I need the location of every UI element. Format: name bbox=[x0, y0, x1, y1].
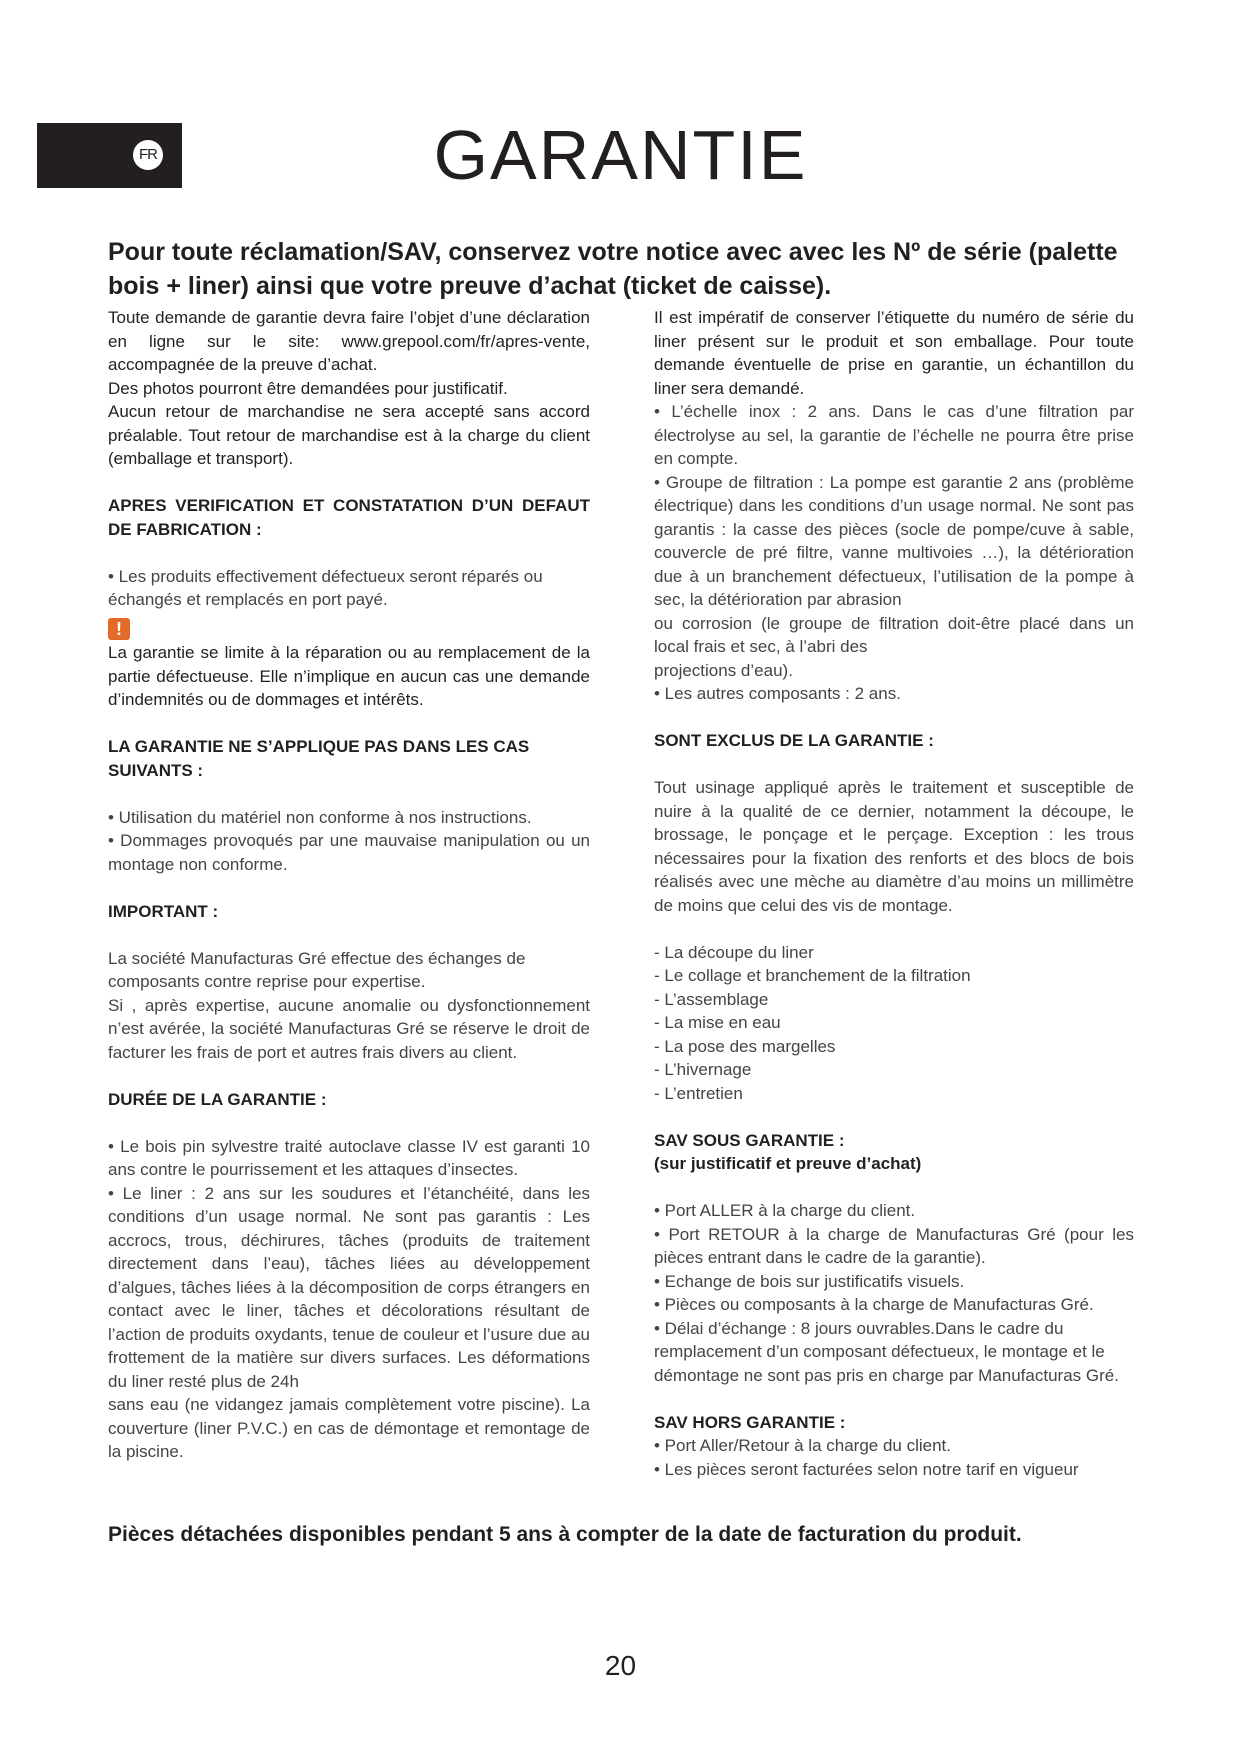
left-column bbox=[108, 306, 590, 1464]
language-badge: FR bbox=[133, 140, 163, 170]
important-paragraph-2: Si , après expertise, aucune anomalie ou dysfonctionnement n’est avérée, la société Manufacturas Gré se réserve le droit de facturer les frais de port et autres frais divers au client. bbox=[108, 995, 590, 1062]
sav-under-warranty-heading: SAV SOUS GARANTIE : bbox=[654, 1130, 845, 1150]
defect-heading: APRES VERIFICATION ET CONSTATATION D’UN DEFAUT DE FABRICATION : bbox=[108, 496, 590, 539]
sav-under-warranty-subheading: (sur justificatif et preuve d’achat) bbox=[654, 1154, 922, 1173]
wood-bullet: • Le bois pin sylvestre traité autoclave classe IV est garanti 10 ans contre le pourrissement et les attaques d’insectes. bbox=[108, 1136, 590, 1179]
important-paragraph-1: La société Manufacturas Gré effectue des échanges de composants contre reprise pour expertise. bbox=[108, 948, 526, 991]
excluded-list-item: - La pose des margelles bbox=[654, 1036, 836, 1056]
right-column bbox=[654, 306, 1134, 1481]
excluded-list-item: - L’entretien bbox=[654, 1083, 743, 1103]
round-trip-bullet: • Port Aller/Retour à la charge du client. bbox=[654, 1436, 951, 1455]
warning-text: La garantie se limite à la réparation ou au remplacement de la partie défectueuse. Elle n’implique en aucun cas une demande d’indemnités ou de dommages et intérêts. bbox=[108, 643, 590, 709]
shipping-out-bullet: • Port ALLER à la charge du client. bbox=[654, 1201, 916, 1220]
important-heading: IMPORTANT : bbox=[108, 901, 219, 921]
claim-paragraph: Toute demande de garantie devra faire l’objet d’une déclaration en ligne sur le site: www.grepool.com/fr/apres-vente, accompagnée de la preuve d’achat. bbox=[108, 308, 590, 374]
spare-parts-note: Pièces détachées disponibles pendant 5 ans à compter de la date de facturation du produit. bbox=[108, 1523, 1022, 1546]
corrosion-paragraph: ou corrosion (le groupe de filtration doit-être placé dans un local frais et sec, à l’abri des bbox=[654, 613, 1134, 656]
serial-paragraph: Il est impératif de conserver l’étiquette du numéro de série du liner présent sur le produit et son emballage. Pour toute demande éventuelle de prise en garantie, un échantillon du liner sera demandé. bbox=[654, 308, 1134, 398]
excluded-list-item: - L’hivernage bbox=[654, 1060, 752, 1079]
machining-paragraph: Tout usinage appliqué après le traitement et susceptible de nuire à la qualité de ce dernier, notamment la découpe, le brossage, le ponçage et le perçage. Exception : les trous nécessaires pour la fixation des renforts et des blocs de bois réalisés avec une mèche au diamètre d’au moins un millimètre de moins que celui des vis de montage. bbox=[654, 778, 1134, 915]
ladder-bullet: • L’échelle inox : 2 ans. Dans le cas d’une filtration par électrolyse au sel, la garantie de l’échelle ne pourra être prise en compte. bbox=[654, 402, 1134, 468]
sav-out-of-warranty-heading: SAV HORS GARANTIE : bbox=[654, 1412, 846, 1432]
liner-bullet: • Le liner : 2 ans sur les soudures et l’étanchéité, dans les conditions d’un usage normal. Ne sont pas garantis : Les accrocs, trous, déchirures, tâches (produits de traitement directement dans l’eau), tâches liées au développement d’algues, tâches liées à la décomposition de corps étrangers en contact avec le liner, tâches et décolorations résultant de l’action de produits oxydants, tenue de couleur et l’usure due au frottement de la matière sur divers surfaces. Les déformations du liner resté plus de 24h bbox=[108, 1183, 590, 1391]
intro-heading: Pour toute réclamation/SAV, conservez votre notice avec avec les Nº de série (palette bois + liner) ainsi que votre preuve d’achat (ticket de caisse). bbox=[108, 238, 1118, 300]
defect-bullet: • Les produits effectivement défectueux seront réparés ou échangés et remplacés en port payé. bbox=[108, 566, 543, 609]
excluded-list-item: - L’assemblage bbox=[654, 989, 769, 1009]
wood-exchange-bullet: • Echange de bois sur justificatifs visuels. bbox=[654, 1271, 965, 1291]
misuse-bullet: • Utilisation du matériel non conforme à nos instructions. bbox=[108, 807, 532, 827]
other-components-bullet: • Les autres composants : 2 ans. bbox=[654, 684, 901, 703]
excluded-heading: SONT EXCLUS DE LA GARANTIE : bbox=[654, 731, 934, 750]
excluded-list-item: - La mise en eau bbox=[654, 1013, 781, 1032]
excluded-list-item: - La découpe du liner bbox=[654, 942, 814, 962]
delay-bullet: • Délai d’échange : 8 jours ouvrables.Dans le cadre du remplacement d’un composant défectueux, le montage et le démontage ne sont pas pris en charge par Manufacturas Gré. bbox=[654, 1318, 1119, 1385]
exclusions-heading: LA GARANTIE NE S’APPLIQUE PAS DANS LES CAS SUIVANTS : bbox=[108, 737, 530, 780]
no-water-paragraph: sans eau (ne vidangez jamais complètement votre piscine). La couverture (liner P.V.C.) en cas de démontage et remontage de la piscine. bbox=[108, 1395, 590, 1461]
return-paragraph: Aucun retour de marchandise ne sera accepté sans accord préalable. Tout retour de marchandise est à la charge du client (emballage et transport). bbox=[108, 402, 590, 468]
photos-paragraph: Des photos pourront être demandées pour justificatif. bbox=[108, 378, 508, 398]
projection-paragraph: projections d’eau). bbox=[654, 660, 793, 680]
billed-parts-bullet: • Les pièces seront facturées selon notre tarif en vigueur bbox=[654, 1459, 1079, 1479]
damage-bullet: • Dommages provoqués par une mauvaise manipulation ou un montage non conforme. bbox=[108, 831, 590, 874]
page-number: 20 bbox=[604, 1650, 637, 1681]
page-title: GARANTIE bbox=[433, 116, 808, 194]
shipping-return-bullet: • Port RETOUR à la charge de Manufacturas Gré (pour les pièces entrant dans le cadre de la garantie). bbox=[654, 1224, 1134, 1267]
warning-icon: ! bbox=[108, 618, 130, 640]
filtration-bullet: • Groupe de filtration : La pompe est garantie 2 ans (problème électrique) dans les conditions d’un usage normal. Ne sont pas garantis : la casse des pièces (socle de pompe/cuve à sable, couvercle de pré filtre, vanne multivoies …), la détérioration due à un branchement défectueux, l’utilisation de la pompe à sec, la détérioration par abrasion bbox=[654, 472, 1134, 609]
duration-heading: DURÉE DE LA GARANTIE : bbox=[108, 1089, 327, 1109]
parts-bullet: • Pièces ou composants à la charge de Manufacturas Gré. bbox=[654, 1295, 1094, 1314]
excluded-list-item: - Le collage et branchement de la filtration bbox=[654, 966, 971, 985]
